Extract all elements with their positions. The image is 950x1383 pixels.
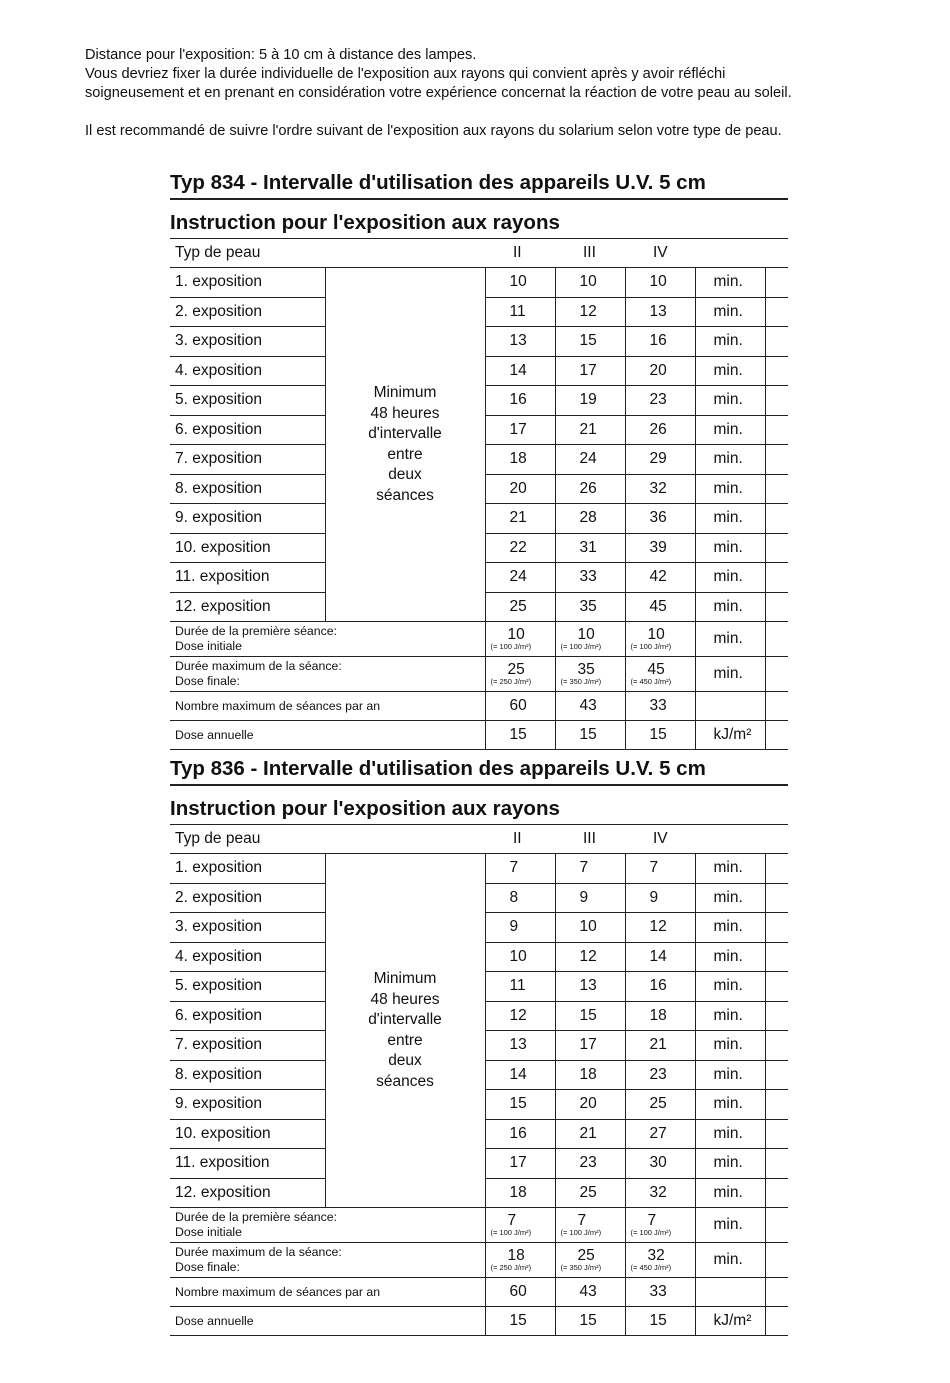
first-session-row — [170, 1208, 788, 1243]
interval-note-line: Minimum — [373, 970, 437, 987]
exposure-label: 12. exposition — [175, 1183, 271, 1201]
annual-dose-value: 15 — [555, 1307, 625, 1336]
exposure-minutes: 28 — [555, 504, 625, 534]
exposure-minutes: 25 — [625, 1090, 695, 1120]
exposure-minutes: 21 — [485, 504, 555, 534]
unit-label: min. — [695, 1149, 765, 1179]
table-title: Typ 836 - Intervalle d'utilisation des appareils U.V. 5 cm — [170, 756, 788, 786]
max-sessions-label: Nombre maximum de séances par an — [170, 692, 485, 721]
max-session-row — [170, 1243, 788, 1278]
dose-label: Dose initiale — [175, 639, 242, 653]
exposure-minutes: 12 — [485, 1001, 555, 1031]
exposure-label: 9. exposition — [170, 504, 325, 534]
exposure-minutes: 7 — [555, 854, 625, 884]
skin-type-label: Typ de peau — [170, 825, 325, 854]
dose-value: (= 100 J/m²) — [490, 642, 532, 651]
exposure-minutes: 10 — [485, 942, 555, 972]
session-minutes: 32 — [647, 1247, 665, 1264]
skin-type-column: III — [555, 825, 625, 854]
unit-label: min. — [695, 1119, 765, 1149]
dose-value: (= 100 J/m²) — [630, 1228, 672, 1237]
intro-text — [85, 46, 925, 141]
unit-label: min. — [695, 268, 765, 298]
exposure-minutes: 21 — [555, 415, 625, 445]
unit-label: min. — [695, 622, 765, 657]
exposure-table-836 — [170, 756, 788, 1336]
session-minutes: 10 — [577, 626, 595, 643]
exposure-minutes: 25 — [555, 1178, 625, 1208]
exposure-minutes: 9 — [625, 883, 695, 913]
exposure-label: 8. exposition — [170, 474, 325, 504]
exposure-label: 1. exposition — [170, 854, 325, 884]
exposure-minutes: 13 — [485, 1031, 555, 1061]
exposure-label: 5. exposition — [170, 972, 325, 1002]
exposure-table — [170, 825, 788, 1336]
exposure-label: 11. exposition — [170, 563, 325, 593]
skin-type-column: II — [485, 825, 555, 854]
exposure-minutes: 36 — [625, 504, 695, 534]
interval-note-line: entre — [387, 445, 423, 463]
interval-note-line: séances — [376, 1072, 434, 1090]
skin-type-header-row — [170, 825, 788, 854]
dose-value: (= 250 J/m²) — [490, 1263, 532, 1272]
dose-value: (= 100 J/m²) — [560, 642, 602, 651]
exposure-label: 1. exposition — [170, 268, 325, 298]
exposure-minutes: 8 — [485, 883, 555, 913]
table-subtitle: Instruction pour l'exposition aux rayons — [170, 210, 788, 239]
table-row — [170, 268, 788, 298]
dose-label: Dose finale: — [175, 674, 240, 688]
dose-label: Dose initiale — [175, 1225, 242, 1239]
skin-type-column: IV — [625, 825, 695, 854]
dose-value: (= 250 J/m²) — [490, 677, 532, 686]
unit-label: min. — [695, 1031, 765, 1061]
unit-label: min. — [695, 1090, 765, 1120]
exposure-minutes: 17 — [555, 356, 625, 386]
session-label: Durée de la première séance: — [175, 624, 337, 638]
dose-value: (= 350 J/m²) — [560, 677, 602, 686]
exposure-label: 10. exposition — [170, 533, 325, 563]
annual-dose-row — [170, 721, 788, 750]
session-minutes: 10 — [507, 626, 525, 643]
interval-note-line: séances — [376, 486, 434, 504]
session-minutes: 7 — [577, 1212, 587, 1229]
annual-dose-value: 15 — [485, 1307, 555, 1336]
exposure-minutes: 42 — [625, 563, 695, 593]
exposure-minutes: 17 — [555, 1031, 625, 1061]
exposure-minutes: 19 — [555, 386, 625, 416]
exposure-minutes: 16 — [485, 386, 555, 416]
session-minutes: 45 — [647, 661, 665, 678]
skin-type-header-row — [170, 239, 788, 268]
max-session-row — [170, 657, 788, 692]
exposure-minutes: 12 — [625, 913, 695, 943]
annual-dose-value: 15 — [555, 721, 625, 750]
interval-note — [325, 854, 485, 1208]
annual-dose-value: 15 — [625, 1307, 695, 1336]
exposure-minutes: 17 — [485, 1149, 555, 1179]
unit-label: min. — [695, 563, 765, 593]
exposure-minutes: 15 — [555, 1001, 625, 1031]
first-session-row — [170, 622, 788, 657]
intro-line: soigneusement et en prenant en considération votre expérience concernat la réaction de votre peau au soleil. — [85, 85, 792, 101]
annual-dose-label: Dose annuelle — [170, 1307, 485, 1336]
max-sessions-value: 33 — [625, 692, 695, 721]
skin-type-label: Typ de peau — [170, 239, 325, 268]
exposure-minutes: 10 — [555, 913, 625, 943]
unit-label: min. — [695, 1001, 765, 1031]
annual-dose-value: 15 — [625, 721, 695, 750]
max-sessions-value: 60 — [485, 692, 555, 721]
exposure-minutes: 24 — [485, 563, 555, 593]
dose-value: (= 100 J/m²) — [630, 642, 672, 651]
exposure-minutes: 20 — [485, 474, 555, 504]
intro-line: Il est recommandé de suivre l'ordre suivant de l'exposition aux rayons du solarium selon votre type de peau. — [85, 123, 782, 139]
exposure-label: 2. exposition — [170, 883, 325, 913]
exposure-minutes: 9 — [485, 913, 555, 943]
exposure-minutes: 33 — [555, 563, 625, 593]
exposure-label: 2. exposition — [170, 297, 325, 327]
exposure-label: 5. exposition — [170, 386, 325, 416]
unit-label: kJ/m² — [695, 721, 765, 750]
exposure-minutes: 31 — [555, 533, 625, 563]
max-sessions-label: Nombre maximum de séances par an — [170, 1278, 485, 1307]
exposure-minutes: 13 — [485, 327, 555, 357]
exposure-minutes: 15 — [485, 1090, 555, 1120]
unit-label: kJ/m² — [695, 1307, 765, 1336]
exposure-minutes: 23 — [555, 1149, 625, 1179]
interval-note-line: 48 heures — [370, 404, 440, 422]
skin-type-column: IV — [625, 239, 695, 268]
intro-line: Vous devriez fixer la durée individuelle de l'exposition aux rayons qui convient après y avoir réfléchi — [85, 66, 726, 82]
unit-label: min. — [695, 942, 765, 972]
exposure-minutes: 10 — [485, 268, 555, 298]
exposure-label: 8. exposition — [170, 1060, 325, 1090]
exposure-minutes: 21 — [555, 1119, 625, 1149]
exposure-label: 6. exposition — [170, 415, 325, 445]
exposure-minutes: 7 — [625, 854, 695, 884]
max-sessions-value: 43 — [555, 1278, 625, 1307]
exposure-table-834 — [170, 170, 788, 750]
exposure-label: 7. exposition — [170, 1031, 325, 1061]
exposure-minutes: 26 — [625, 415, 695, 445]
exposure-minutes: 18 — [485, 445, 555, 475]
max-sessions-value: 60 — [485, 1278, 555, 1307]
exposure-minutes: 18 — [625, 1001, 695, 1031]
session-minutes: 10 — [647, 626, 665, 643]
exposure-minutes: 13 — [625, 297, 695, 327]
exposure-minutes: 7 — [485, 854, 555, 884]
exposure-table — [170, 239, 788, 750]
interval-note-line: 48 heures — [370, 990, 440, 1008]
session-minutes: 18 — [507, 1247, 525, 1264]
exposure-minutes: 24 — [555, 445, 625, 475]
exposure-minutes: 14 — [625, 942, 695, 972]
exposure-minutes: 10 — [625, 268, 695, 298]
interval-note-line: deux — [388, 1052, 422, 1069]
session-minutes: 25 — [577, 1247, 595, 1264]
dose-value: (= 350 J/m²) — [560, 1263, 602, 1272]
exposure-label: 3. exposition — [170, 327, 325, 357]
exposure-label: 4. exposition — [170, 942, 325, 972]
exposure-minutes: 9 — [555, 883, 625, 913]
exposure-minutes: 45 — [625, 592, 695, 622]
unit-label: min. — [695, 297, 765, 327]
intro-line: Distance pour l'exposition: 5 à 10 cm à distance des lampes. — [85, 47, 477, 63]
exposure-minutes: 20 — [625, 356, 695, 386]
annual-dose-row — [170, 1307, 788, 1336]
exposure-minutes: 16 — [485, 1119, 555, 1149]
session-label: Durée de la première séance: — [175, 1210, 337, 1224]
interval-note-line: d'intervalle — [368, 425, 442, 442]
unit-label: min. — [695, 913, 765, 943]
exposure-minutes: 16 — [625, 972, 695, 1002]
exposure-minutes: 18 — [555, 1060, 625, 1090]
exposure-minutes: 27 — [625, 1119, 695, 1149]
interval-note-line: deux — [388, 466, 422, 483]
table-subtitle: Instruction pour l'exposition aux rayons — [170, 796, 788, 825]
exposure-label: 12. exposition — [175, 597, 271, 615]
dose-value: (= 100 J/m²) — [490, 1228, 532, 1237]
session-minutes: 35 — [577, 661, 595, 678]
annual-dose-value: 15 — [485, 721, 555, 750]
unit-label: min. — [695, 1178, 765, 1208]
table-row — [170, 854, 788, 884]
exposure-minutes: 22 — [485, 533, 555, 563]
unit-label: min. — [695, 657, 765, 692]
unit-label: min. — [695, 504, 765, 534]
interval-note-line: entre — [387, 1031, 423, 1049]
unit-label: min. — [695, 883, 765, 913]
exposure-minutes: 29 — [625, 445, 695, 475]
unit-label: min. — [695, 386, 765, 416]
interval-note — [325, 268, 485, 622]
exposure-minutes: 15 — [555, 327, 625, 357]
dose-value: (= 100 J/m²) — [560, 1228, 602, 1237]
skin-type-column: II — [485, 239, 555, 268]
unit-label: min. — [695, 1060, 765, 1090]
exposure-label: 6. exposition — [170, 1001, 325, 1031]
exposure-minutes: 20 — [555, 1090, 625, 1120]
unit-label: min. — [695, 972, 765, 1002]
unit-label: min. — [695, 854, 765, 884]
interval-note-line: d'intervalle — [368, 1011, 442, 1028]
exposure-label: 9. exposition — [170, 1090, 325, 1120]
unit-label: min. — [695, 327, 765, 357]
exposure-minutes: 30 — [625, 1149, 695, 1179]
max-sessions-value: 43 — [555, 692, 625, 721]
max-sessions-row — [170, 1278, 788, 1307]
exposure-label: 10. exposition — [170, 1119, 325, 1149]
exposure-minutes: 10 — [555, 268, 625, 298]
unit-label: min. — [695, 592, 765, 622]
dose-value: (= 450 J/m²) — [630, 1263, 672, 1272]
unit-label: min. — [695, 533, 765, 563]
session-label: Durée maximum de la séance: — [175, 1245, 342, 1259]
session-minutes: 7 — [507, 1212, 517, 1229]
exposure-minutes: 23 — [625, 1060, 695, 1090]
dose-label: Dose finale: — [175, 1260, 240, 1274]
unit-label: min. — [695, 1208, 765, 1243]
exposure-minutes: 35 — [555, 592, 625, 622]
exposure-minutes: 17 — [485, 415, 555, 445]
unit-label: min. — [695, 445, 765, 475]
exposure-minutes: 32 — [625, 474, 695, 504]
dose-value: (= 450 J/m²) — [630, 677, 672, 686]
unit-label: min. — [695, 356, 765, 386]
exposure-minutes: 26 — [555, 474, 625, 504]
session-minutes: 7 — [647, 1212, 657, 1229]
exposure-minutes: 11 — [485, 297, 555, 327]
exposure-minutes: 11 — [485, 972, 555, 1002]
annual-dose-label: Dose annuelle — [170, 721, 485, 750]
exposure-minutes: 16 — [625, 327, 695, 357]
exposure-label: 4. exposition — [170, 356, 325, 386]
exposure-minutes: 23 — [625, 386, 695, 416]
exposure-minutes: 39 — [625, 533, 695, 563]
exposure-label: 7. exposition — [170, 445, 325, 475]
exposure-minutes: 14 — [485, 356, 555, 386]
unit-label: min. — [695, 415, 765, 445]
exposure-minutes: 21 — [625, 1031, 695, 1061]
interval-note-line: Minimum — [373, 384, 437, 401]
table-title: Typ 834 - Intervalle d'utilisation des appareils U.V. 5 cm — [170, 170, 788, 200]
unit-label: min. — [695, 474, 765, 504]
exposure-minutes: 14 — [485, 1060, 555, 1090]
exposure-minutes: 13 — [555, 972, 625, 1002]
exposure-minutes: 12 — [555, 942, 625, 972]
unit-label: min. — [695, 1243, 765, 1278]
session-minutes: 25 — [507, 661, 525, 678]
exposure-minutes: 25 — [485, 592, 555, 622]
max-sessions-value: 33 — [625, 1278, 695, 1307]
exposure-label: 3. exposition — [170, 913, 325, 943]
exposure-label: 11. exposition — [170, 1149, 325, 1179]
session-label: Durée maximum de la séance: — [175, 659, 342, 673]
max-sessions-row — [170, 692, 788, 721]
skin-type-column: III — [555, 239, 625, 268]
exposure-minutes: 12 — [555, 297, 625, 327]
exposure-minutes: 18 — [485, 1178, 555, 1208]
exposure-minutes: 32 — [625, 1178, 695, 1208]
